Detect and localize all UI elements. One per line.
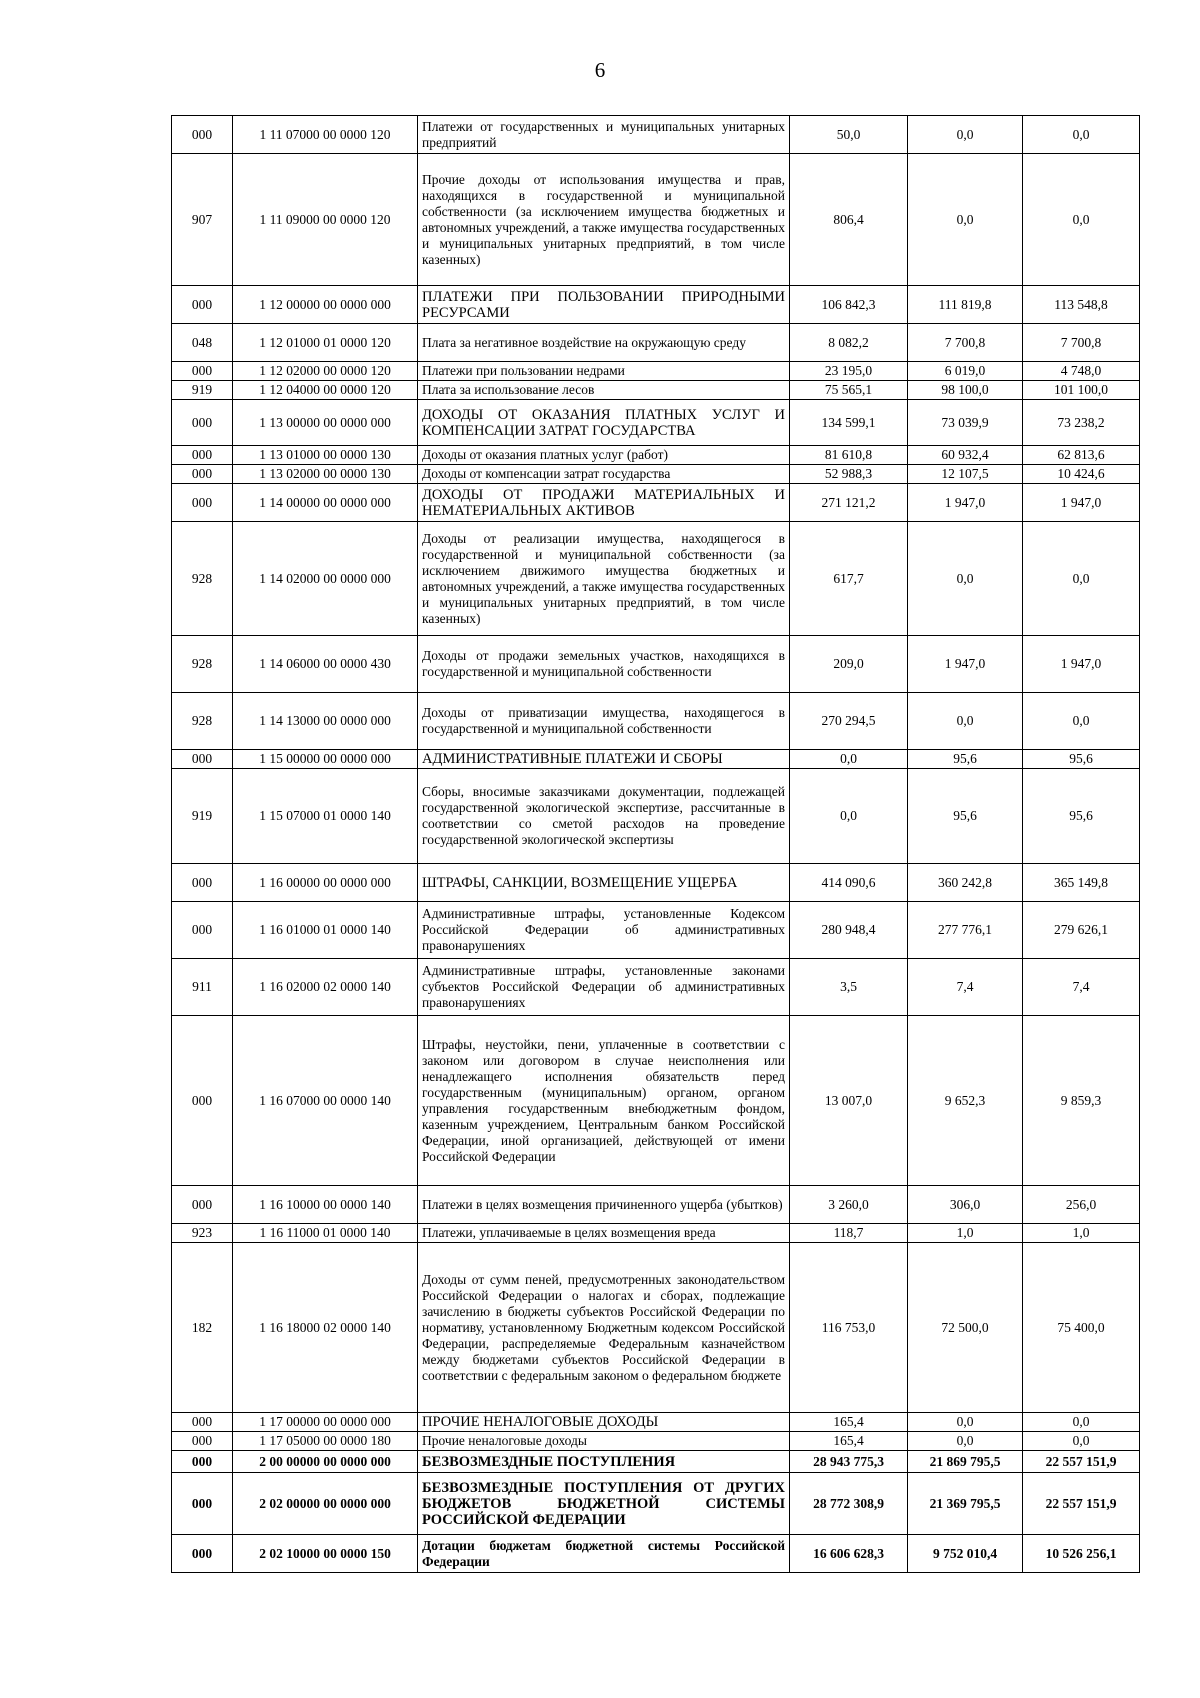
amount-year-3-cell: 1,0: [1023, 1224, 1140, 1243]
amount-year-2-cell: 0,0: [908, 154, 1023, 286]
admin-code-cell: 000: [172, 1413, 233, 1432]
revenue-name-cell: ПРОЧИЕ НЕНАЛОГОВЫЕ ДОХОДЫ: [418, 1413, 790, 1432]
admin-code-cell: 000: [172, 1451, 233, 1473]
amount-year-3-cell: 62 813,6: [1023, 446, 1140, 465]
table-row: [172, 1535, 1140, 1573]
table-row: [172, 1016, 1140, 1186]
budget-classification-code-cell: 1 15 00000 00 0000 000: [233, 750, 418, 769]
admin-code-cell: 928: [172, 522, 233, 636]
amount-year-1-cell: 28 772 308,9: [790, 1473, 908, 1535]
table-row: [172, 286, 1140, 324]
admin-code-cell: 911: [172, 959, 233, 1016]
amount-year-1-cell: 3,5: [790, 959, 908, 1016]
amount-year-1-cell: 134 599,1: [790, 400, 908, 446]
budget-classification-code-cell: 1 12 00000 00 0000 000: [233, 286, 418, 324]
table-row: [172, 959, 1140, 1016]
table-row: [172, 864, 1140, 902]
amount-year-2-cell: 7 700,8: [908, 324, 1023, 362]
revenue-name-cell: ДОХОДЫ ОТ ОКАЗАНИЯ ПЛАТНЫХ УСЛУГ И КОМПЕНСАЦИИ ЗАТРАТ ГОСУДАРСТВА: [418, 400, 790, 446]
budget-classification-code-cell: 1 16 11000 01 0000 140: [233, 1224, 418, 1243]
budget-classification-code-cell: 1 14 00000 00 0000 000: [233, 484, 418, 522]
admin-code-cell: 000: [172, 465, 233, 484]
admin-code-cell: 919: [172, 381, 233, 400]
revenue-name-cell: Доходы от компенсации затрат государства: [418, 465, 790, 484]
amount-year-2-cell: 12 107,5: [908, 465, 1023, 484]
revenue-name-cell: Платежи при пользовании недрами: [418, 362, 790, 381]
revenue-name-cell: Административные штрафы, установленные законами субъектов Российской Федерации об административных правонарушениях: [418, 959, 790, 1016]
revenue-name-cell: БЕЗВОЗМЕЗДНЫЕ ПОСТУПЛЕНИЯ: [418, 1451, 790, 1473]
amount-year-3-cell: 7 700,8: [1023, 324, 1140, 362]
budget-classification-code-cell: 1 16 07000 00 0000 140: [233, 1016, 418, 1186]
revenue-name-cell: Доходы от продажи земельных участков, находящихся в государственной и муниципальной собственности: [418, 636, 790, 693]
table-row: [172, 400, 1140, 446]
table-row: [172, 636, 1140, 693]
admin-code-cell: 000: [172, 116, 233, 154]
admin-code-cell: 928: [172, 636, 233, 693]
amount-year-1-cell: 0,0: [790, 750, 908, 769]
amount-year-2-cell: 1 947,0: [908, 484, 1023, 522]
budget-classification-code-cell: 2 02 00000 00 0000 000: [233, 1473, 418, 1535]
budget-classification-code-cell: 1 13 02000 00 0000 130: [233, 465, 418, 484]
table-row: [172, 381, 1140, 400]
amount-year-1-cell: 16 606 628,3: [790, 1535, 908, 1573]
table-row: [172, 1473, 1140, 1535]
amount-year-2-cell: 21 869 795,5: [908, 1451, 1023, 1473]
table-row: [172, 484, 1140, 522]
amount-year-2-cell: 7,4: [908, 959, 1023, 1016]
table-row: [172, 1243, 1140, 1413]
amount-year-3-cell: 22 557 151,9: [1023, 1473, 1140, 1535]
amount-year-2-cell: 277 776,1: [908, 902, 1023, 959]
admin-code-cell: 000: [172, 864, 233, 902]
amount-year-2-cell: 111 819,8: [908, 286, 1023, 324]
revenue-name-cell: ПЛАТЕЖИ ПРИ ПОЛЬЗОВАНИИ ПРИРОДНЫМИ РЕСУРСАМИ: [418, 286, 790, 324]
amount-year-1-cell: 75 565,1: [790, 381, 908, 400]
amount-year-3-cell: 22 557 151,9: [1023, 1451, 1140, 1473]
table-row: [172, 116, 1140, 154]
budget-classification-code-cell: 1 16 18000 02 0000 140: [233, 1243, 418, 1413]
admin-code-cell: 000: [172, 750, 233, 769]
amount-year-1-cell: 52 988,3: [790, 465, 908, 484]
table-row: [172, 1224, 1140, 1243]
budget-classification-code-cell: 1 14 13000 00 0000 000: [233, 693, 418, 750]
amount-year-1-cell: 270 294,5: [790, 693, 908, 750]
amount-year-3-cell: 10 424,6: [1023, 465, 1140, 484]
table-row: [172, 1186, 1140, 1224]
amount-year-3-cell: 1 947,0: [1023, 484, 1140, 522]
amount-year-2-cell: 95,6: [908, 769, 1023, 864]
amount-year-2-cell: 98 100,0: [908, 381, 1023, 400]
amount-year-3-cell: 95,6: [1023, 750, 1140, 769]
amount-year-3-cell: 0,0: [1023, 1413, 1140, 1432]
amount-year-1-cell: 165,4: [790, 1413, 908, 1432]
table-row: [172, 693, 1140, 750]
admin-code-cell: 907: [172, 154, 233, 286]
table-row: [172, 1451, 1140, 1473]
revenue-name-cell: ШТРАФЫ, САНКЦИИ, ВОЗМЕЩЕНИЕ УЩЕРБА: [418, 864, 790, 902]
amount-year-3-cell: 113 548,8: [1023, 286, 1140, 324]
budget-classification-code-cell: 1 12 02000 00 0000 120: [233, 362, 418, 381]
amount-year-3-cell: 7,4: [1023, 959, 1140, 1016]
admin-code-cell: 000: [172, 1535, 233, 1573]
amount-year-1-cell: 106 842,3: [790, 286, 908, 324]
amount-year-1-cell: 0,0: [790, 769, 908, 864]
table-row: [172, 446, 1140, 465]
budget-classification-code-cell: 1 14 02000 00 0000 000: [233, 522, 418, 636]
amount-year-2-cell: 9 652,3: [908, 1016, 1023, 1186]
revenue-name-cell: Дотации бюджетам бюджетной системы Российской Федерации: [418, 1535, 790, 1573]
table-row: [172, 769, 1140, 864]
revenue-name-cell: Платежи от государственных и муниципальных унитарных предприятий: [418, 116, 790, 154]
budget-classification-code-cell: 2 02 10000 00 0000 150: [233, 1535, 418, 1573]
amount-year-3-cell: 73 238,2: [1023, 400, 1140, 446]
amount-year-3-cell: 0,0: [1023, 1432, 1140, 1451]
amount-year-3-cell: 0,0: [1023, 116, 1140, 154]
amount-year-2-cell: 0,0: [908, 1432, 1023, 1451]
amount-year-3-cell: 0,0: [1023, 154, 1140, 286]
budget-classification-code-cell: 2 00 00000 00 0000 000: [233, 1451, 418, 1473]
amount-year-3-cell: 95,6: [1023, 769, 1140, 864]
revenue-table: [171, 115, 1140, 1573]
revenue-name-cell: Доходы от реализации имущества, находящегося в государственной и муниципальной собственности (за исключением движимого имущества бюджетных и автономных учреждений, а также имущества государственных и муниципальных унитарных предприятий, в том числе казенных): [418, 522, 790, 636]
amount-year-2-cell: 1,0: [908, 1224, 1023, 1243]
revenue-name-cell: Плата за негативное воздействие на окружающую среду: [418, 324, 790, 362]
budget-classification-code-cell: 1 15 07000 01 0000 140: [233, 769, 418, 864]
revenue-name-cell: БЕЗВОЗМЕЗДНЫЕ ПОСТУПЛЕНИЯ ОТ ДРУГИХ БЮДЖЕТОВ БЮДЖЕТНОЙ СИСТЕМЫ РОССИЙСКОЙ ФЕДЕРАЦИИ: [418, 1473, 790, 1535]
revenue-name-cell: ДОХОДЫ ОТ ПРОДАЖИ МАТЕРИАЛЬНЫХ И НЕМАТЕРИАЛЬНЫХ АКТИВОВ: [418, 484, 790, 522]
revenue-name-cell: Доходы от оказания платных услуг (работ): [418, 446, 790, 465]
revenue-table-body: [172, 116, 1140, 1573]
admin-code-cell: 000: [172, 1016, 233, 1186]
amount-year-3-cell: 0,0: [1023, 693, 1140, 750]
amount-year-1-cell: 617,7: [790, 522, 908, 636]
amount-year-2-cell: 0,0: [908, 1413, 1023, 1432]
table-row: [172, 465, 1140, 484]
budget-classification-code-cell: 1 13 01000 00 0000 130: [233, 446, 418, 465]
admin-code-cell: 000: [172, 286, 233, 324]
amount-year-3-cell: 4 748,0: [1023, 362, 1140, 381]
amount-year-1-cell: 13 007,0: [790, 1016, 908, 1186]
amount-year-2-cell: 73 039,9: [908, 400, 1023, 446]
amount-year-1-cell: 50,0: [790, 116, 908, 154]
amount-year-2-cell: 21 369 795,5: [908, 1473, 1023, 1535]
admin-code-cell: 928: [172, 693, 233, 750]
amount-year-2-cell: 0,0: [908, 693, 1023, 750]
budget-classification-code-cell: 1 17 00000 00 0000 000: [233, 1413, 418, 1432]
amount-year-2-cell: 1 947,0: [908, 636, 1023, 693]
amount-year-3-cell: 9 859,3: [1023, 1016, 1140, 1186]
budget-classification-code-cell: 1 13 00000 00 0000 000: [233, 400, 418, 446]
amount-year-2-cell: 9 752 010,4: [908, 1535, 1023, 1573]
admin-code-cell: 000: [172, 902, 233, 959]
revenue-name-cell: Прочие доходы от использования имущества и прав, находящихся в государственной и муниципальной собственности (за исключением имущества бюджетных и автономных учреждений, а также имущества государственных и муниципальных унитарных предприятий, в том числе казенных): [418, 154, 790, 286]
amount-year-3-cell: 0,0: [1023, 522, 1140, 636]
amount-year-2-cell: 72 500,0: [908, 1243, 1023, 1413]
revenue-name-cell: Прочие неналоговые доходы: [418, 1432, 790, 1451]
amount-year-1-cell: 8 082,2: [790, 324, 908, 362]
amount-year-1-cell: 81 610,8: [790, 446, 908, 465]
amount-year-2-cell: 360 242,8: [908, 864, 1023, 902]
budget-classification-code-cell: 1 11 07000 00 0000 120: [233, 116, 418, 154]
table-row: [172, 154, 1140, 286]
amount-year-1-cell: 23 195,0: [790, 362, 908, 381]
budget-classification-code-cell: 1 16 00000 00 0000 000: [233, 864, 418, 902]
amount-year-3-cell: 256,0: [1023, 1186, 1140, 1224]
table-row: [172, 750, 1140, 769]
amount-year-1-cell: 209,0: [790, 636, 908, 693]
amount-year-3-cell: 279 626,1: [1023, 902, 1140, 959]
budget-classification-code-cell: 1 14 06000 00 0000 430: [233, 636, 418, 693]
amount-year-1-cell: 3 260,0: [790, 1186, 908, 1224]
amount-year-1-cell: 28 943 775,3: [790, 1451, 908, 1473]
budget-classification-code-cell: 1 16 01000 01 0000 140: [233, 902, 418, 959]
budget-classification-code-cell: 1 17 05000 00 0000 180: [233, 1432, 418, 1451]
budget-classification-code-cell: 1 11 09000 00 0000 120: [233, 154, 418, 286]
amount-year-1-cell: 806,4: [790, 154, 908, 286]
budget-classification-code-cell: 1 16 02000 02 0000 140: [233, 959, 418, 1016]
amount-year-1-cell: 271 121,2: [790, 484, 908, 522]
page-number: 6: [594, 58, 606, 82]
table-row: [172, 902, 1140, 959]
revenue-name-cell: Доходы от приватизации имущества, находящегося в государственной и муниципальной собственности: [418, 693, 790, 750]
admin-code-cell: 048: [172, 324, 233, 362]
amount-year-2-cell: 0,0: [908, 522, 1023, 636]
admin-code-cell: 919: [172, 769, 233, 864]
budget-classification-code-cell: 1 12 01000 01 0000 120: [233, 324, 418, 362]
amount-year-2-cell: 95,6: [908, 750, 1023, 769]
amount-year-1-cell: 280 948,4: [790, 902, 908, 959]
admin-code-cell: 000: [172, 1186, 233, 1224]
amount-year-3-cell: 75 400,0: [1023, 1243, 1140, 1413]
admin-code-cell: 000: [172, 1432, 233, 1451]
admin-code-cell: 000: [172, 446, 233, 465]
budget-classification-code-cell: 1 12 04000 00 0000 120: [233, 381, 418, 400]
admin-code-cell: 000: [172, 400, 233, 446]
amount-year-1-cell: 118,7: [790, 1224, 908, 1243]
revenue-name-cell: Платежи в целях возмещения причиненного ущерба (убытков): [418, 1186, 790, 1224]
budget-classification-code-cell: 1 16 10000 00 0000 140: [233, 1186, 418, 1224]
revenue-name-cell: Плата за использование лесов: [418, 381, 790, 400]
amount-year-1-cell: 414 090,6: [790, 864, 908, 902]
amount-year-2-cell: 6 019,0: [908, 362, 1023, 381]
amount-year-3-cell: 365 149,8: [1023, 864, 1140, 902]
revenue-name-cell: АДМИНИСТРАТИВНЫЕ ПЛАТЕЖИ И СБОРЫ: [418, 750, 790, 769]
amount-year-1-cell: 165,4: [790, 1432, 908, 1451]
amount-year-3-cell: 101 100,0: [1023, 381, 1140, 400]
table-row: [172, 362, 1140, 381]
table-row: [172, 1432, 1140, 1451]
amount-year-3-cell: 1 947,0: [1023, 636, 1140, 693]
amount-year-1-cell: 116 753,0: [790, 1243, 908, 1413]
admin-code-cell: 000: [172, 362, 233, 381]
table-row: [172, 522, 1140, 636]
admin-code-cell: 000: [172, 484, 233, 522]
revenue-name-cell: Штрафы, неустойки, пени, уплаченные в соответствии с законом или договором в случае неисполнения или ненадлежащего исполнения обязательств перед государственным (муниципальным) органом, органом управления государственным внебюджетным фондом, казенным учреждением, Центральным банком Российской Федерации, иной организацией, действующей от имени Российской Федерации: [418, 1016, 790, 1186]
table-row: [172, 1413, 1140, 1432]
revenue-name-cell: Административные штрафы, установленные Кодексом Российской Федерации об административных правонарушениях: [418, 902, 790, 959]
amount-year-3-cell: 10 526 256,1: [1023, 1535, 1140, 1573]
amount-year-2-cell: 0,0: [908, 116, 1023, 154]
table-row: [172, 324, 1140, 362]
admin-code-cell: 923: [172, 1224, 233, 1243]
admin-code-cell: 000: [172, 1473, 233, 1535]
revenue-name-cell: Платежи, уплачиваемые в целях возмещения вреда: [418, 1224, 790, 1243]
revenue-name-cell: Сборы, вносимые заказчиками документации, подлежащей государственной экологической экспертизе, рассчитанные в соответствии со сметой расходов на проведение государственной экологической экспертизы: [418, 769, 790, 864]
amount-year-2-cell: 306,0: [908, 1186, 1023, 1224]
amount-year-2-cell: 60 932,4: [908, 446, 1023, 465]
revenue-name-cell: Доходы от сумм пеней, предусмотренных законодательством Российской Федерации о налогах и сборах, подлежащие зачислению в бюджеты субъектов Российской Федерации по нормативу, установленному Бюджетным кодексом Российской Федерации, распределяемые Федеральным казначейством между бюджетами субъектов Российской Федерации в соответствии с федеральным законом о федеральном бюджете: [418, 1243, 790, 1413]
admin-code-cell: 182: [172, 1243, 233, 1413]
